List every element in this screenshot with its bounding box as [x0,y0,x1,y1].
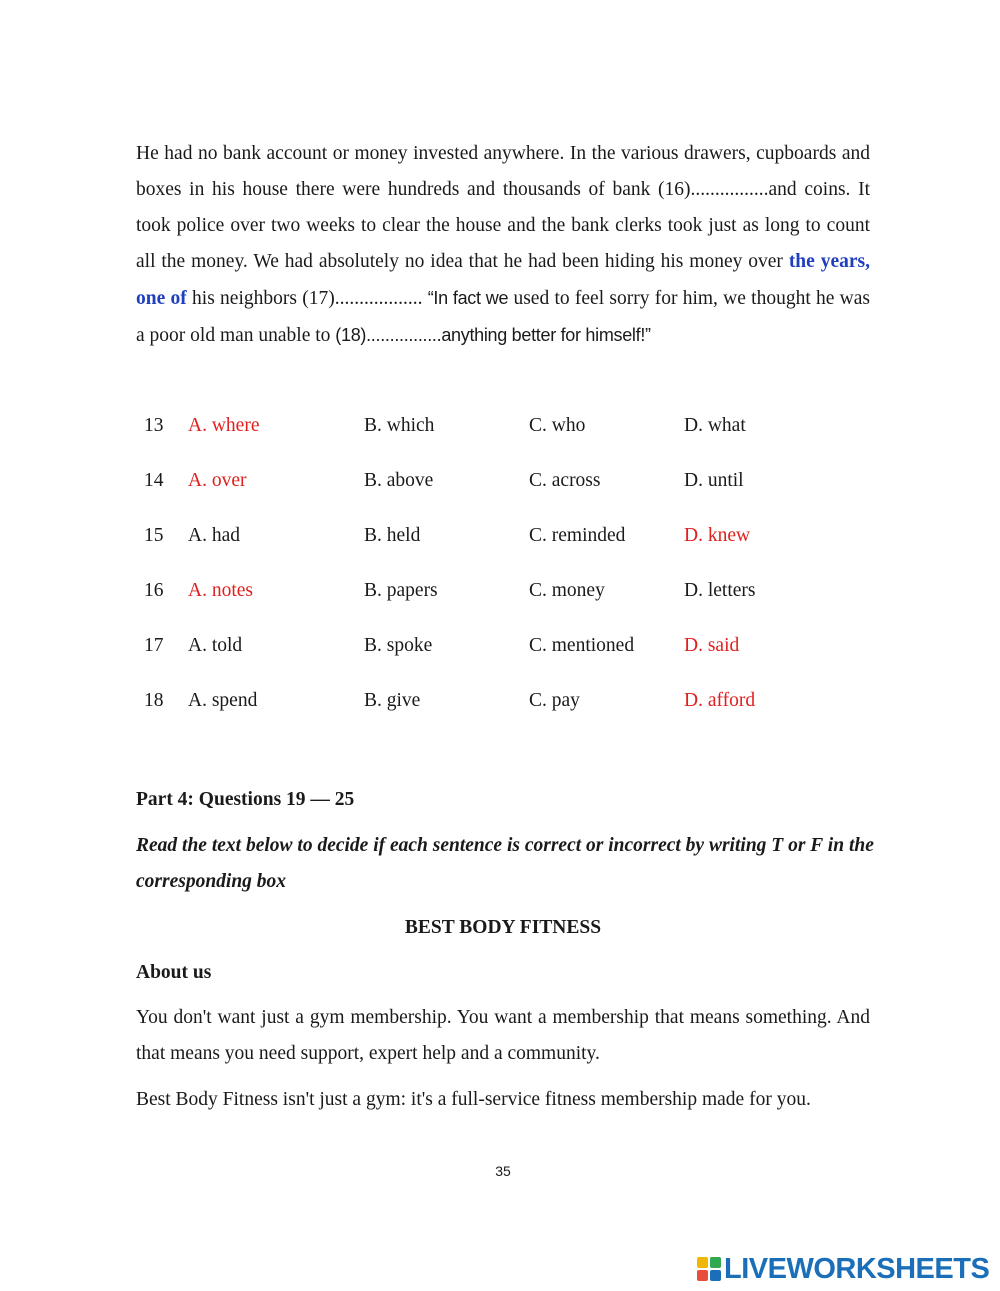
answer-option: D. letters [684,580,756,601]
about-heading: About us [136,962,212,983]
passage-text-2: his neighbors (17).................. [186,288,428,309]
question-row [136,573,876,628]
question-table [136,408,876,738]
question-number: 16 [144,580,164,601]
part4-title: Part 4: Questions 19 — 25 [136,789,355,810]
answer-option: A. spend [188,690,258,711]
passage-quote-2: (18)................anything better for himself!” [335,325,651,345]
question-number: 17 [144,635,164,656]
question-number: 15 [144,525,164,546]
answer-option: B. spoke [364,635,433,656]
answer-option: C. money [529,580,605,601]
correct-option: D. knew [684,525,751,546]
correct-option: A. where [188,415,260,436]
correct-option: A. notes [188,580,253,601]
question-row [136,628,876,683]
question-number: 14 [144,470,164,491]
page-number: 35 [495,1163,511,1179]
answer-option: A. told [188,635,243,656]
logo-text: LIVEWORKSHEETS [724,1252,990,1285]
passage-text-3: used to feel sorry for him, we thought he was a poor old man unable to [136,288,870,346]
answer-option: B. held [364,525,421,546]
answer-option: C. reminded [529,525,626,546]
correct-option: A. over [188,470,247,491]
logo-square [697,1270,708,1281]
answer-option: D. until [684,470,744,491]
answer-option: B. papers [364,580,438,601]
answer-option: C. who [529,415,586,436]
question-row [136,683,876,738]
answer-option: C. across [529,470,601,491]
correct-option: D. afford [684,690,756,711]
answer-option: A. had [188,525,240,546]
correct-option: D. said [684,635,740,656]
passage-highlight: the years, one of [136,251,870,309]
question-number: 13 [144,415,164,436]
passage-text-1: He had no bank account or money invested anywhere. In the various drawers, cupboards and boxes in his house there were hundreds and thousands of bank (16)................and coins. It took police over two weeks to clear the house and the bank clerks took just as long to count all the money. We had absolutely no idea that he had been hiding his money over [136,143,870,272]
answer-option: C. mentioned [529,635,635,656]
logo-icon [697,1257,721,1281]
question-number: 18 [144,690,164,711]
about-paragraph-1: You don't want just a gym membership. You want a membership that means something. And that means you need support, expert help and a community. [136,1007,870,1064]
liveworksheets-logo[interactable] [697,1253,989,1285]
answer-option: D. what [684,415,746,436]
answer-option: C. pay [529,690,580,711]
answer-option: B. give [364,690,421,711]
part4-instruction: Read the text below to decide if each sentence is correct or incorrect by writing T or F in the corresponding box [136,835,874,892]
passage-quote-1: “In fact we [427,288,509,308]
question-row [136,518,876,573]
question-row [136,408,876,463]
about-paragraph-2: Best Body Fitness isn't just a gym: it's a full-service fitness membership made for you. [136,1089,811,1110]
section-heading: BEST BODY FITNESS [404,917,602,938]
logo-square [710,1257,721,1268]
logo-square [697,1257,708,1268]
answer-option: B. which [364,415,435,436]
passage-paragraph [136,136,870,354]
logo-square [710,1270,721,1281]
question-row [136,463,876,518]
answer-option: B. above [364,470,434,491]
